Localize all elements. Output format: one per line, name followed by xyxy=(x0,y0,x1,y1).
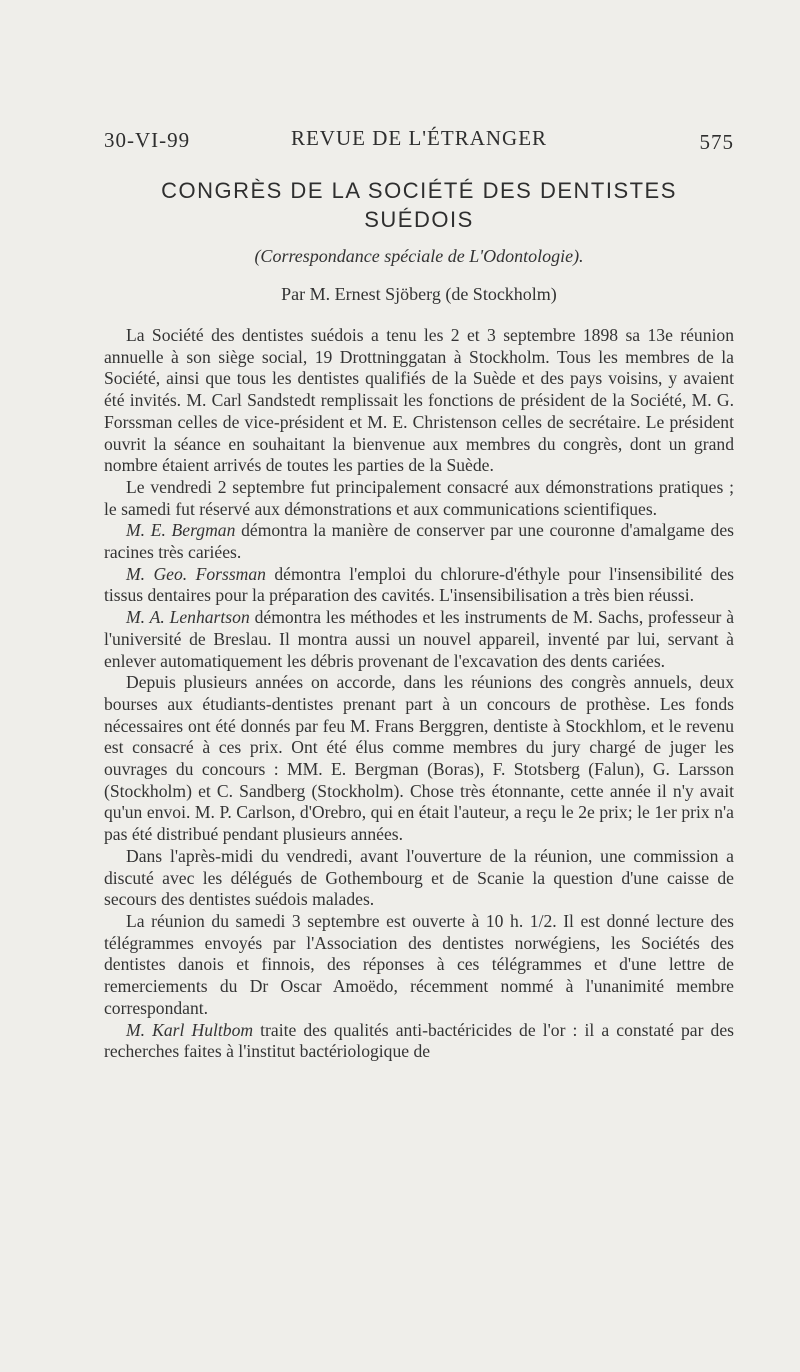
paragraph: Dans l'après-midi du vendredi, avant l'ouverture de la réunion, une commission a discuté avec les délégués de Gothembourg et de Scanie la question d'une caisse de secours des dentistes suédois malades. xyxy=(104,845,734,910)
speaker-name: M. Karl Hultbom xyxy=(126,1019,254,1040)
speaker-name: M. Geo. Forssman xyxy=(126,563,266,584)
article-byline: Par M. Ernest Sjöberg (de Stockholm) xyxy=(281,284,557,304)
paragraph: M. Geo. Forssman démontra l'emploi du chlorure-d'éthyle pour l'insensibilité des tissus dentaires pour la préparation des cavités. L'insensibilisation a très bien réussi. xyxy=(104,563,734,606)
paragraph: M. Karl Hultbom traite des qualités anti-bactéricides de l'or : il a constaté par des recherches faites à l'institut bactériologique de xyxy=(104,1019,735,1062)
running-title: REVUE DE L'ÉTRANGER xyxy=(290,126,548,150)
issue-date: 30-VI-99 xyxy=(104,128,191,152)
article-title xyxy=(104,176,734,234)
article-body xyxy=(104,325,734,1063)
article-subtitle: (Correspondance spéciale de L'Odontologie). xyxy=(254,246,584,266)
paragraph: La réunion du samedi 3 septembre est ouverte à 10 h. 1/2. Il est donné lecture des télégrammes envoyés par l'Association des dentistes norwégiens, les Sociétés des dentistes danois et finnois, des réponses à ces télégrammes et d'une lettre de remerciements du Dr Oscar Amoëdo, récemment nommé à l'unanimité membre correspondant. xyxy=(104,910,734,1018)
paragraph: La Société des dentistes suédois a tenu les 2 et 3 septembre 1898 sa 13e réunion annuelle à son siège social, 19 Drottninggatan à Stockholm. Tous les membres de la Société, ainsi que tous les dentistes qualifiés de la Suède et des pays voisins, y avaient été invités. M. Carl Sandstedt remplissait les fonctions de président de la Société, M. G. Forssman celles de vice-président et M. E. Christenson celles de secrétaire. Le président ouvrit la séance en souhaitant la bienvenue aux membres du congrès, dont un grand nombre étaient arrivés de toutes les parties de la Suède. xyxy=(104,325,734,476)
paragraph: M. E. Bergman démontra la manière de conserver par une couronne d'amalgame des racines très cariées. xyxy=(104,520,734,563)
speaker-name: M. A. Lenhartson xyxy=(126,607,250,628)
paragraph: Le vendredi 2 septembre fut principalement consacré aux démonstrations pratiques ; le samedi fut réservé aux démonstrations et aux communications scientifiques. xyxy=(104,476,734,519)
article-title-line-1: CONGRÈS DE LA SOCIÉTÉ DES DENTISTES xyxy=(161,178,677,203)
page-number: 575 xyxy=(699,130,734,154)
paragraph: M. A. Lenhartson démontra les méthodes et les instruments de M. Sachs, professeur à l'université de Breslau. Il montra aussi un nouvel appareil, inventé par lui, servant à enlever automatiquement les débris provenant de l'excavation des dents cariées. xyxy=(104,607,734,671)
speaker-name: M. E. Bergman xyxy=(126,520,236,541)
article-title-line-2: SUÉDOIS xyxy=(364,207,474,232)
paragraph: Depuis plusieurs années on accorde, dans les réunions des congrès annuels, deux bourses aux étudiants-dentistes prenant part à un concours de prothèse. Les fonds nécessaires ont été donnés par feu M. Frans Berggren, dentiste à Stockhlom, et le revenu est consacré à ces prix. Ont été élus comme membres du jury chargé de juger les ouvrages du concours : MM. E. Bergman (Boras), F. Stotsberg (Falun), G. Larsson (Stockholm) et C. Sandberg (Stockholm). Chose très étonnante, cette année il n'y avait qu'un envoi. M. P. Carlson, d'Orebro, qui en était l'auteur, a reçu le 2e prix; le 1er prix n'a pas été distribué pendant plusieurs années. xyxy=(104,672,734,845)
